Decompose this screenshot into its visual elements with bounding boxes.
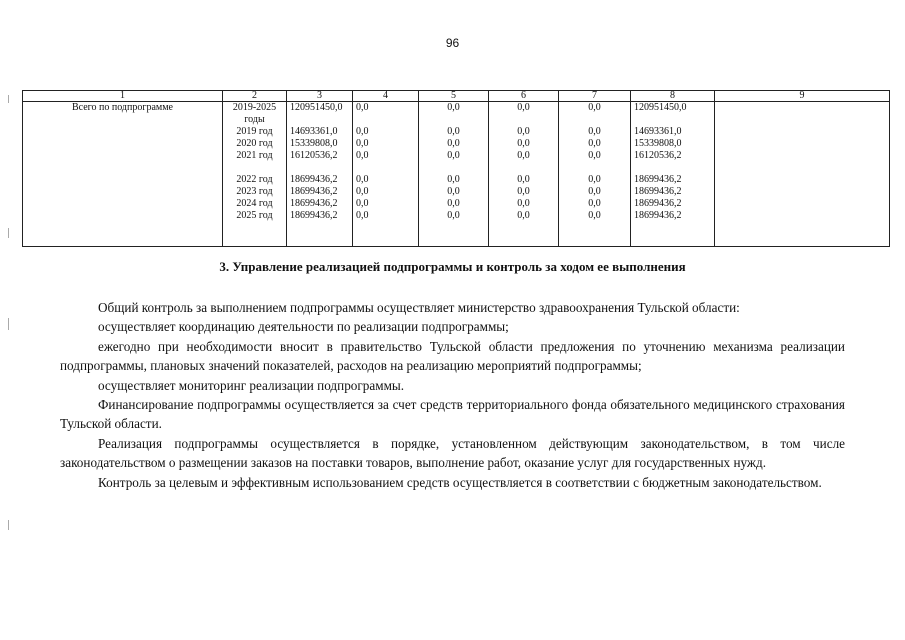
amount-value: 0,0 — [356, 210, 369, 221]
amount-value: 14693361,0 — [634, 126, 682, 137]
amount-value: 0,0 — [356, 138, 369, 149]
amount-value: 18699436,2 — [634, 186, 682, 197]
amount-value: 0,0 — [447, 138, 460, 149]
amount-value — [634, 114, 712, 126]
amount-value: 0,0 — [588, 174, 601, 185]
table-row — [23, 102, 890, 247]
amount-value: 0,0 — [588, 150, 601, 161]
header-cell: 6 — [489, 91, 559, 102]
amount-value: 18699436,2 — [290, 174, 338, 185]
amount-value: 0,0 — [517, 126, 530, 137]
section-body — [60, 298, 845, 492]
amount-value — [290, 114, 350, 126]
column-5 — [419, 102, 489, 247]
amount-value: 0,0 — [356, 174, 369, 185]
amount-value: 0,0 — [356, 126, 369, 137]
amount-value: 18699436,2 — [634, 174, 682, 185]
scan-edge-mark — [8, 520, 9, 530]
amount-value — [491, 114, 556, 126]
row-label-cell — [23, 102, 223, 247]
period-value: годы — [244, 114, 265, 125]
amount-value: 18699436,2 — [290, 198, 338, 209]
period-value: 2024 год — [236, 198, 273, 209]
amount-value: 0,0 — [517, 102, 530, 113]
amount-value: 0,0 — [588, 126, 601, 137]
scan-edge-mark — [8, 228, 9, 238]
section-title: 3. Управление реализацией подпрограммы и контроль за ходом ее выполнения — [219, 259, 686, 274]
header-cell: 1 — [23, 91, 223, 102]
scan-edge-mark — [8, 95, 9, 103]
budget-table — [22, 90, 890, 247]
period-value: 2019-2025 — [232, 102, 277, 113]
paragraph: Контроль за целевым и эффективным использованием средств осуществляется в соответствии с бюджетным законодательством. — [98, 474, 822, 490]
paragraph: осуществляет мониторинг реализации подпрограммы. — [98, 377, 405, 393]
header-cell: 4 — [353, 91, 419, 102]
header-cell: 3 — [287, 91, 353, 102]
page-number: 96 — [445, 36, 460, 50]
column-7 — [559, 102, 631, 247]
total-column — [287, 102, 353, 247]
paragraph: ежегодно при необходимости вносит в правительство Тульской области предложения по уточнению механизма реализации подпрограммы, плановых значений показателей, расходов на реализацию мероприятий подпрограммы; — [60, 338, 845, 374]
scan-edge-mark — [8, 318, 9, 330]
header-cell: 9 — [715, 91, 890, 102]
amount-value: 0,0 — [517, 174, 530, 185]
paragraph: Реализация подпрограммы осуществляется в порядке, установленном действующим законодательством, в том числе законодательством о размещении заказов на поставки товаров, выполнение работ, оказание услуг для государственных нужд. — [60, 435, 845, 471]
amount-value: 0,0 — [517, 198, 530, 209]
paragraph: осуществляет координацию деятельности по реализации подпрограммы; — [98, 319, 509, 335]
amount-value: 0,0 — [588, 102, 601, 113]
header-cell: 7 — [559, 91, 631, 102]
period-value: 2020 год — [236, 138, 273, 149]
amount-value: 0,0 — [447, 126, 460, 137]
amount-value: 0,0 — [356, 198, 369, 209]
amount-value: 15339808,0 — [634, 138, 682, 149]
amount-value: 0,0 — [517, 210, 530, 221]
amount-value: 15339808,0 — [290, 138, 338, 149]
amount-value: 120951450,0 — [290, 102, 343, 113]
amount-value — [561, 114, 628, 126]
amount-value: 0,0 — [447, 102, 460, 113]
amount-value: 0,0 — [517, 186, 530, 197]
amount-value: 0,0 — [588, 198, 601, 209]
amount-value: 0,0 — [447, 174, 460, 185]
header-cell: 5 — [419, 91, 489, 102]
column-6 — [489, 102, 559, 247]
amount-value: 0,0 — [517, 138, 530, 149]
amount-value: 18699436,2 — [290, 210, 338, 221]
amount-value: 18699436,2 — [634, 210, 682, 221]
period-value: 2019 год — [236, 126, 273, 137]
row-label: Всего по подпрограмме — [71, 102, 173, 113]
amount-value: 0,0 — [588, 186, 601, 197]
paragraph: Общий контроль за выполнением подпрограммы осуществляет министерство здравоохранения Тульской области: — [98, 300, 740, 315]
amount-value: 0,0 — [356, 150, 369, 161]
header-cell: 8 — [631, 91, 715, 102]
amount-value: 16120536,2 — [290, 150, 338, 161]
amount-value: 0,0 — [447, 186, 460, 197]
amount-value — [421, 114, 486, 126]
period-value: 2023 год — [236, 186, 273, 197]
amount-value: 16120536,2 — [634, 150, 682, 161]
amount-value: 120951450,0 — [634, 102, 687, 113]
amount-value: 0,0 — [588, 210, 601, 221]
amount-value: 0,0 — [517, 150, 530, 161]
amount-value — [356, 114, 416, 126]
amount-value: 0,0 — [588, 138, 601, 149]
period-value: 2022 год — [236, 174, 273, 185]
header-cell: 2 — [223, 91, 287, 102]
column-9 — [715, 102, 890, 247]
amount-value: 0,0 — [447, 198, 460, 209]
column-8 — [631, 102, 715, 247]
table-header-row — [23, 91, 890, 102]
amount-value: 18699436,2 — [634, 198, 682, 209]
column-4 — [353, 102, 419, 247]
period-value: 2025 год — [236, 210, 273, 221]
amount-value: 0,0 — [356, 102, 369, 113]
amount-value: 18699436,2 — [290, 186, 338, 197]
amount-value: 0,0 — [356, 186, 369, 197]
period-column — [223, 102, 287, 247]
paragraph: Финансирование подпрограммы осуществляется за счет средств территориального фонда обязательного медицинского страхования Тульской области. — [60, 397, 845, 432]
period-value: 2021 год — [236, 150, 273, 161]
amount-value: 0,0 — [447, 210, 460, 221]
amount-value: 14693361,0 — [290, 126, 338, 137]
amount-value: 0,0 — [447, 150, 460, 161]
